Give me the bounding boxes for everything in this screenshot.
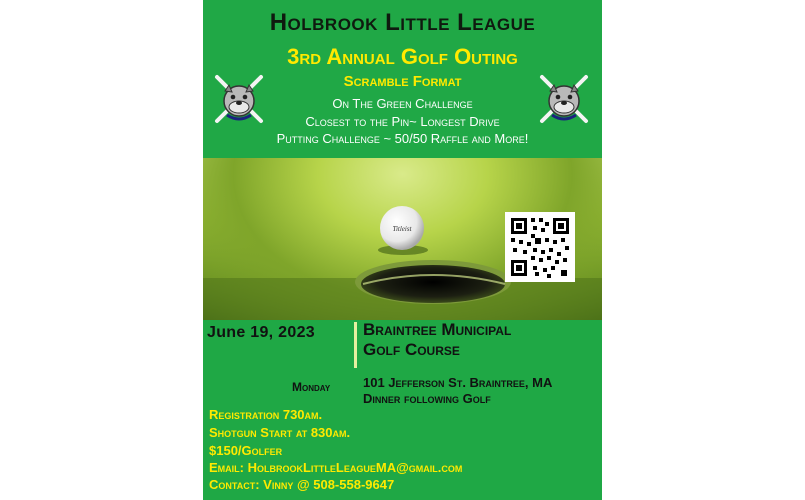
contact-phone: Contact: Vinny @ 508-558-9647	[209, 477, 395, 492]
divider	[354, 322, 357, 368]
event-day: Monday	[292, 380, 331, 394]
golf-outing-flyer	[203, 0, 602, 500]
shotgun-start: Shotgun Start at 830am.	[209, 425, 351, 440]
bulldog-mascot-icon	[536, 71, 592, 127]
challenge-line-3: Putting Challenge ~ 50/50 Raffle and More!	[276, 131, 529, 146]
flyer-header	[203, 0, 602, 158]
format-title: Scramble Format	[343, 73, 462, 90]
venue-name-line-2: Golf Course	[363, 340, 460, 359]
event-date: June 19, 2023	[207, 324, 315, 341]
venue-name-line-1: Braintree Municipal	[363, 320, 512, 339]
qr-code-icon	[505, 212, 575, 282]
challenge-line-1: On The Green Challenge	[332, 96, 473, 111]
bulldog-mascot-icon	[211, 71, 267, 127]
golf-ball-icon	[378, 206, 428, 255]
price: $150/Golfer	[209, 443, 283, 458]
league-title: Holbrook Little League	[269, 9, 536, 36]
contact-email: Email: HolbrookLittleLeagueMA@gmail.com	[209, 460, 463, 475]
registration-time: Registration 730am.	[209, 407, 323, 422]
event-info	[203, 320, 602, 500]
dinner-note: Dinner following Golf	[363, 391, 491, 406]
challenge-line-2: Closest to the Pin~ Longest Drive	[305, 114, 500, 129]
venue-address: 101 Jefferson St. Braintree, MA	[363, 375, 553, 390]
event-title: 3rd Annual Golf Outing	[287, 44, 518, 69]
svg-text:Titleist: Titleist	[392, 225, 412, 233]
golf-green-photo	[203, 158, 602, 320]
